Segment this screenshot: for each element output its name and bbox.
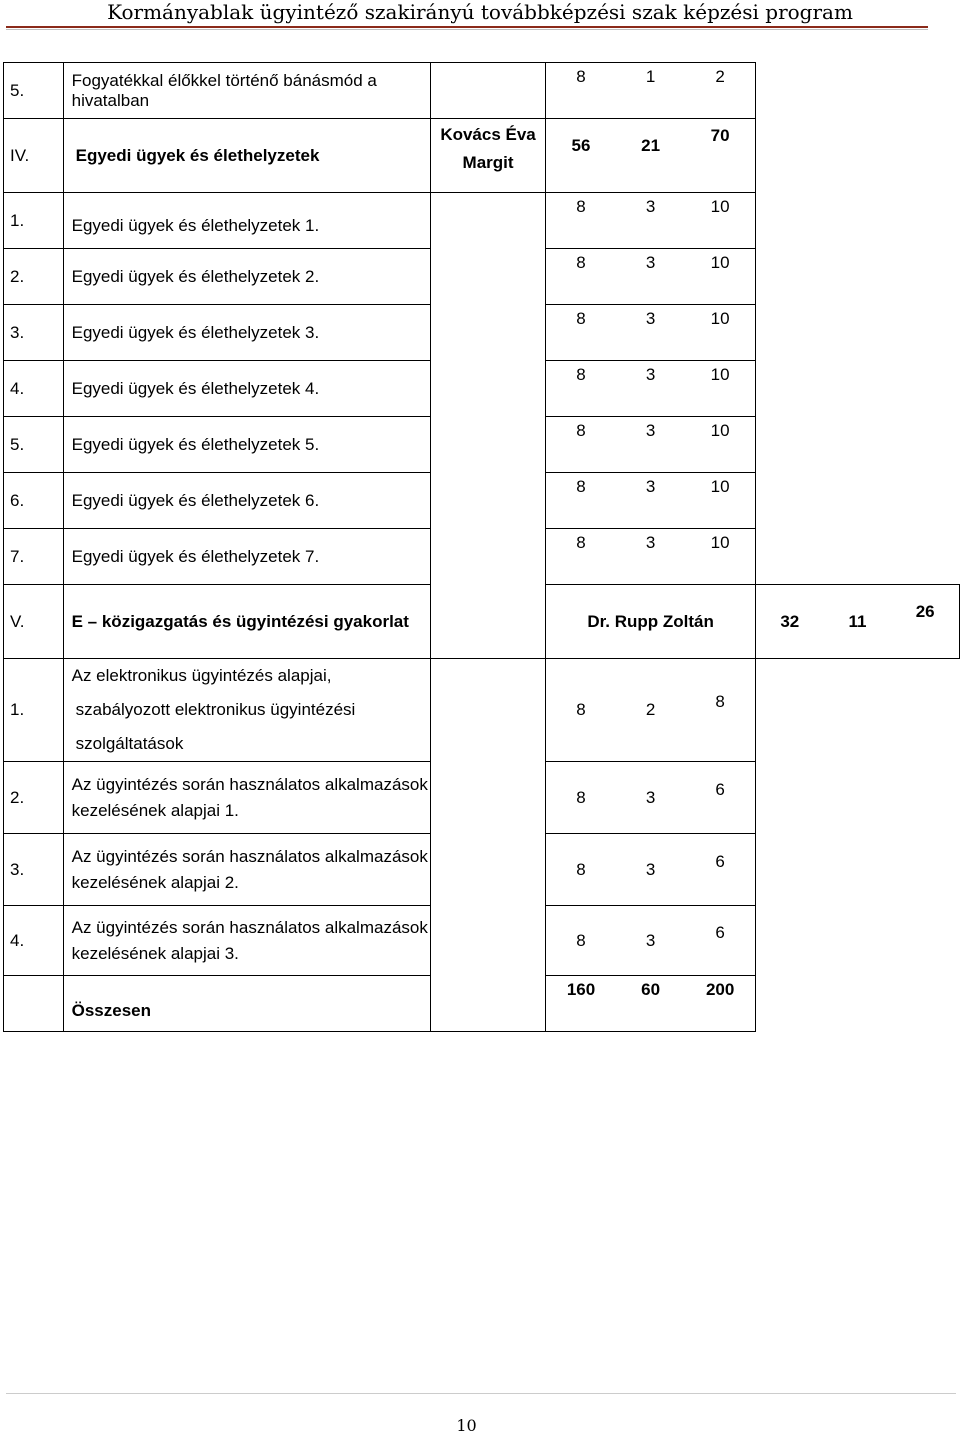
row-hours [546, 659, 756, 762]
hours-b: 3 [645, 787, 656, 807]
row-title-line1: Az ügyintézés során használatos alkalmazások [71, 917, 428, 937]
hours-a: 8 [576, 308, 586, 328]
row-number: 1. [4, 659, 64, 762]
header-divider [6, 26, 928, 28]
row-title [63, 659, 430, 762]
row-hours [546, 361, 756, 417]
row-title: Egyedi ügyek és élethelyzetek 4. [63, 361, 430, 417]
hours-a: 8 [576, 196, 586, 216]
hours-a: 56 [571, 135, 591, 155]
row-title: Egyedi ügyek és élethelyzetek 5. [63, 417, 430, 473]
table-row [4, 193, 960, 249]
hours-a: 8 [576, 252, 586, 272]
hours-b: 60 [641, 979, 661, 999]
hours-a: 8 [576, 420, 586, 440]
hours-c: 26 [915, 601, 935, 621]
hours-c: 10 [710, 420, 730, 440]
hours-c: 6 [715, 779, 725, 799]
row-title: Összesen [63, 976, 430, 1032]
row-hours [546, 119, 756, 193]
hours-a: 8 [576, 364, 586, 384]
row-title [63, 834, 430, 906]
hours-b: 1 [645, 66, 656, 86]
row-hours [546, 193, 756, 249]
hours-a: 8 [576, 532, 586, 552]
row-hours [546, 906, 756, 976]
hours-a: 8 [576, 476, 586, 496]
row-hours [546, 834, 756, 906]
page-number: 10 [456, 1416, 477, 1435]
row-hours [546, 473, 756, 529]
hours-a: 160 [566, 979, 596, 999]
row-title: E – közigazgatás és ügyintézési gyakorlat [63, 585, 430, 659]
row-number: 7. [4, 529, 64, 585]
row-hours [546, 249, 756, 305]
hours-c: 10 [710, 532, 730, 552]
row-title-line2: kezelésének alapjai 3. [71, 943, 239, 963]
row-title: Egyedi ügyek és élethelyzetek 3. [63, 305, 430, 361]
hours-c: 10 [710, 476, 730, 496]
row-title-line2: kezelésének alapjai 2. [71, 872, 239, 892]
row-number: 4. [4, 906, 64, 976]
hours-a: 8 [576, 700, 586, 719]
hours-c: 6 [715, 851, 725, 871]
hours-c: 6 [715, 922, 725, 942]
hours-b: 3 [645, 196, 656, 216]
row-number: 1. [4, 193, 64, 249]
row-hours [546, 305, 756, 361]
table-row [4, 659, 960, 762]
program-table [3, 62, 960, 1032]
row-number: 5. [4, 417, 64, 473]
hours-b: 3 [645, 252, 656, 272]
hours-c: 8 [715, 692, 725, 711]
row-title: Egyedi ügyek és élethelyzetek 2. [63, 249, 430, 305]
row-title-line1: Az elektronikus ügyintézés alapjai, [71, 666, 332, 685]
hours-b: 3 [645, 476, 656, 496]
row-hours [546, 976, 756, 1032]
row-number: 4. [4, 361, 64, 417]
row-title-text: Egyedi ügyek és élethelyzetek [75, 145, 320, 165]
row-hours [755, 585, 959, 659]
hours-b: 3 [645, 364, 656, 384]
row-title-line1: Az ügyintézés során használatos alkalmazások [71, 846, 428, 866]
hours-a: 32 [780, 611, 800, 631]
row-number: 3. [4, 834, 64, 906]
row-title: Fogyatékkal élőkkel történő bánásmód a hivatalban [63, 63, 430, 119]
footer-divider [6, 1393, 956, 1394]
hours-c: 10 [710, 196, 730, 216]
hours-c: 10 [710, 364, 730, 384]
row-teacher: Kovács Éva Margit [430, 119, 545, 193]
hours-c: 10 [710, 252, 730, 272]
row-teacher-empty [430, 193, 545, 659]
hours-c: 200 [705, 979, 735, 999]
row-title-line2: szabályozott elektronikus ügyintézési szolgáltatások [75, 700, 356, 753]
hours-a: 8 [576, 859, 586, 879]
row-title: Egyedi ügyek és élethelyzetek 6. [63, 473, 430, 529]
hours-a: 8 [576, 787, 586, 807]
hours-b: 3 [645, 532, 656, 552]
row-title: Egyedi ügyek és élethelyzetek 1. [63, 193, 430, 249]
row-number: 6. [4, 473, 64, 529]
row-hours [546, 762, 756, 834]
row-title: Egyedi ügyek és élethelyzetek 7. [63, 529, 430, 585]
hours-c: 70 [710, 125, 730, 145]
hours-b: 3 [645, 420, 656, 440]
row-teacher [430, 63, 545, 119]
header-divider-shadow [6, 29, 928, 30]
row-teacher: Dr. Rupp Zoltán [546, 585, 756, 659]
row-hours [546, 417, 756, 473]
row-title [63, 119, 430, 193]
row-hours [546, 529, 756, 585]
row-number: 3. [4, 305, 64, 361]
row-number [4, 976, 64, 1032]
row-title [63, 762, 430, 834]
hours-b: 2 [645, 700, 656, 719]
table-row [4, 119, 960, 193]
row-title-line2: kezelésének alapjai 1. [71, 800, 239, 820]
hours-a: 8 [576, 930, 586, 950]
hours-c: 2 [715, 66, 725, 86]
hours-b: 3 [645, 859, 656, 879]
row-number: 2. [4, 249, 64, 305]
row-title-line1: Az ügyintézés során használatos alkalmazások [71, 774, 428, 794]
table-row [4, 63, 960, 119]
row-number: IV. [4, 119, 64, 193]
hours-a: 8 [576, 66, 586, 86]
hours-b: 3 [645, 308, 656, 328]
hours-b: 11 [848, 611, 867, 631]
row-title [63, 906, 430, 976]
hours-b: 21 [641, 135, 661, 155]
row-number: 2. [4, 762, 64, 834]
row-number: V. [4, 585, 64, 659]
hours-c: 10 [710, 308, 730, 328]
header-title: Kormányablak ügyintéző szakirányú továbbképzési szak képzési program [107, 0, 853, 24]
hours-b: 3 [645, 930, 656, 950]
row-number: 5. [4, 63, 64, 119]
row-hours [546, 63, 756, 119]
row-teacher-empty [430, 659, 545, 1032]
